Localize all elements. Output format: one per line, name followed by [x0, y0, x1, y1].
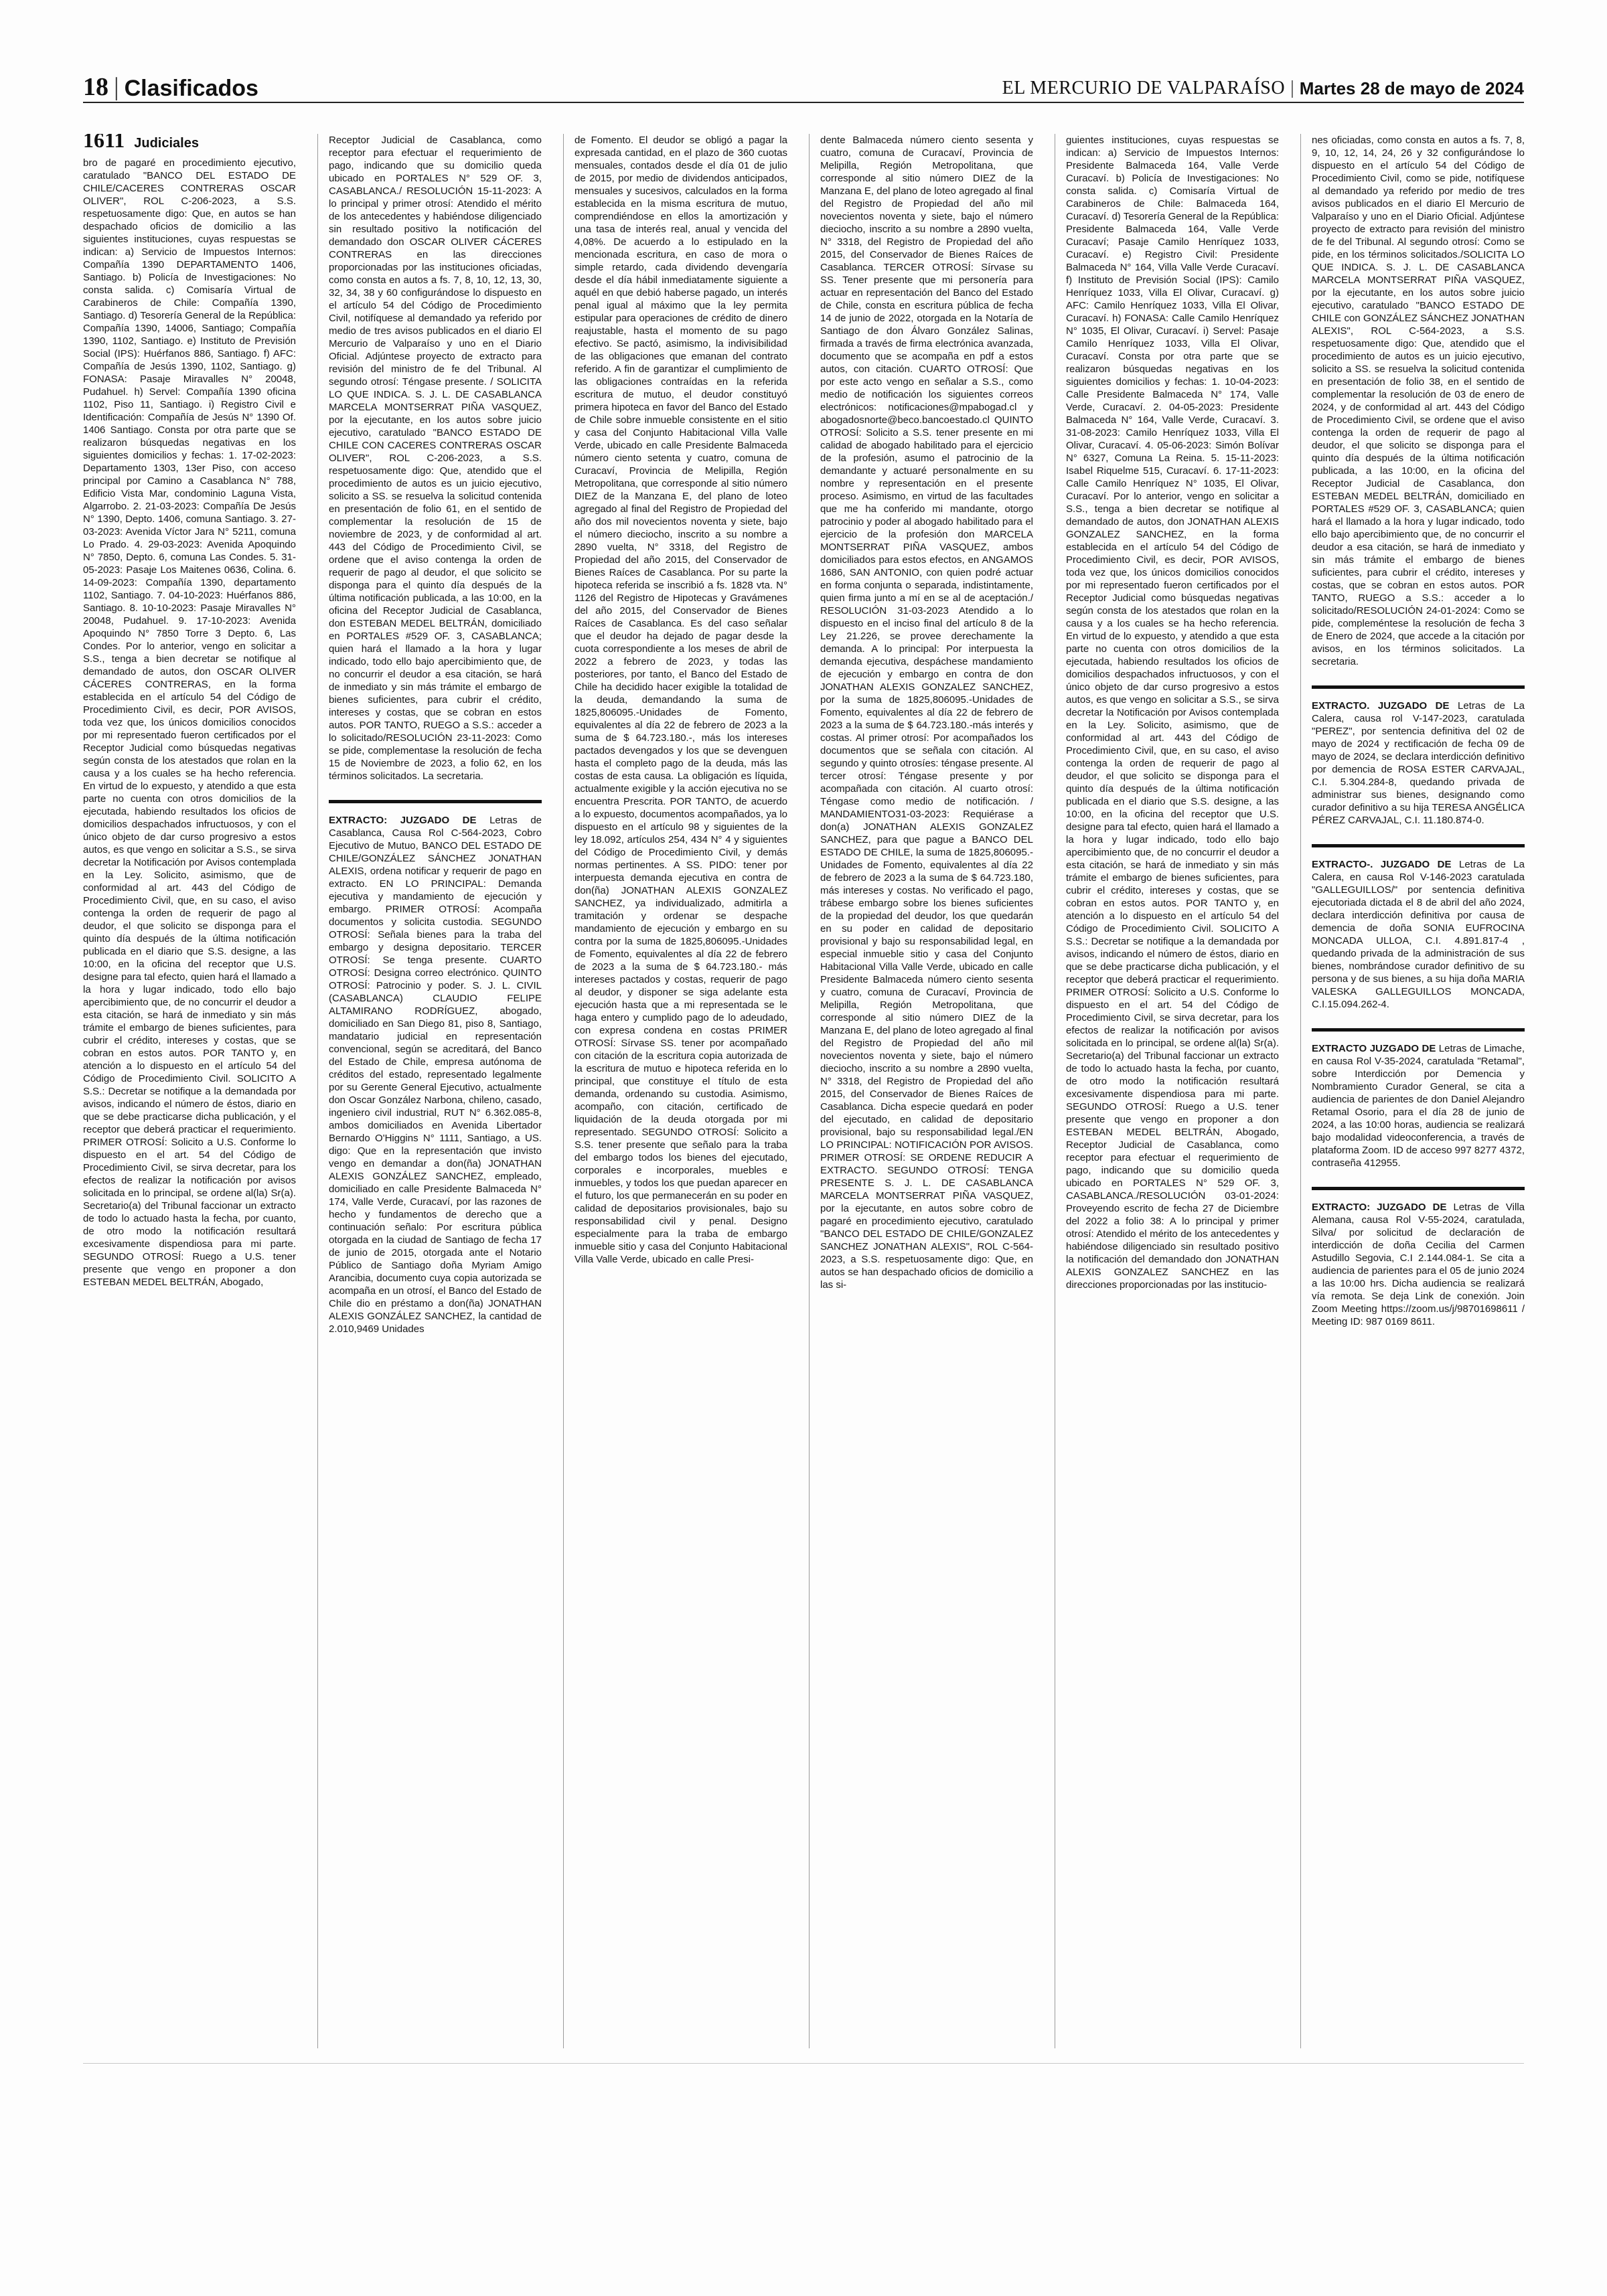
issue-date: Martes 28 de mayo de 2024: [1299, 78, 1524, 98]
column-1: [83, 134, 296, 2048]
legal-notice: [1312, 1187, 1525, 1328]
notice-text: Letras de Casablanca, Causa Rol C-564-2023, Cobro Ejecutivo de Mutuo, BANCO DEL ESTADO DE CHILE/GONZÁLEZ SÁNCHEZ JONATHAN ALEXIS, ordena notificar y requerir de pago en extracto. EN LO PRINCIPAL: Demanda ejecutiva y mandamiento de ejecución y embargo. PRIMER OTROSÍ: Acompaña documentos y solicita custodia. SEGUNDO OTROSÍ: Señala bienes para la traba del embargo y designa depositario. TERCER OTROSÍ: Se tenga presente. CUARTO OTROSÍ: Designa correo electrónico. QUINTO OTROSÍ: Patrocinio y poder. S. J. L. CIVIL (CASABLANCA) CLAUDIO FELIPE ALTAMIRANO RODRÍGUEZ, abogado, domiciliado en San Diego 81, piso 8, Santiago, mandatario judicial en representación convencional, según se acreditará, del Banco del Estado de Chile, empresa autónoma de créditos del estado, representado legalmente por su Gerente General Ejecutivo, actualmente don Oscar González Narbona, chileno, casado, ingeniero civil industrial, RUT N° 6.362.085-8, ambos domiciliados en Avenida Libertador Bernardo O'Higgins N° 1111, Santiago, a US. digo: Que en la representación que invisto vengo en demandar a don(ña) JONATHAN ALEXIS GONZÁLEZ SANCHEZ, empleado, domiciliado en calle Presidente Balmaceda N° 174, Valle Verde, Curacaví, por las razones de hecho y fundamentos de derecho que a continuación señalo: Por escritura pública otorgada en la ciudad de Santiago de fecha 17 de junio de 2015, otorgada ante el Notario Público de Santiago doña Myriam Amigo Arancibia, documento cuya copia autorizada se acompaña en un otrosí, el Banco del Estado de Chile dio en préstamo a don(ña) JONATHAN ALEXIS GONZÁLEZ SANCHEZ, la cantidad de 2.010,9469 Unidades: [329, 815, 542, 1335]
classified-label: Judiciales: [134, 136, 199, 151]
column-4: [820, 134, 1033, 2048]
header-masthead: [1002, 78, 1524, 102]
legal-notice-text: de Fomento. El deudor se obligó a pagar la expresada cantidad, en el plazo de 360 cuotas mensuales, contados desde el día 01 de julio de 2015, por medio de dividendos anticipados, mensuales y sucesivos, calculados en la forma establecida en la misma escritura de mutuo, comprendiéndose en ellos la amortización y una tasa de interés real, anual y vencida del 4,08%. De acuerdo a lo estipulado en la mencionada escritura, en caso de mora o simple retardo, cada dividendo devengaría desde el día hábil inmediatamente siguiente a aquél en que debió haberse pagado, un interés penal igual al máximo que la ley permita estipular para operaciones de crédito de dinero reajustable, hasta el momento de su pago efectivo. Se pactó, asimismo, la indivisibilidad de las obligaciones que emanan del contrato referido. A fin de garantizar el cumplimiento de las obligaciones contraídas en la referida escritura de mutuo, el deudor constituyó primera hipoteca en favor del Banco del Estado de Chile sobre inmueble consistente en el sitio y casa del Conjunto Habitacional Villa Valle Verde, ubicado en calle Presidente Balmaceda número ciento setenta y cuatro, comuna de Curacaví, Provincia de Melipilla, Región Metropolitana, que corresponde al sitio número DIEZ de la Manzana E, del plano de loteo agregado al final del Registro de Propiedad del año dos mil novecientos noventa y siete, bajo el número dieciocho, inscrito a su nombre a 2890 vuelta, N° 3318, del Registro de Propiedad del año 2015, del Conservador de Bienes Raíces de Casablanca. Por su parte la hipoteca referida se inscribió a fs. 1828 vta. N° 1126 del Registro de Hipotecas y Gravámenes del año 2015, del Conservador de Bienes Raíces de Casablanca. Es del caso señalar que el deudor ha dejado de pagar desde la cuota correspondiente a los meses de abril de 2022 a febrero de 2023, y todas las posteriores, por tanto, el Banco del Estado de Chile ha decidido hacer exigible la totalidad de la deuda, demandando la suma de 1825,806095.-Unidades de Fomento, equivalentes al día 22 de febrero de 2023 a la suma de $ 64.723.180.-, más los intereses pactados devengados y los que se devenguen hasta el completo pago de la deuda, más las costas de esta causa. La obligación es líquida, actualmente exigible y la acción ejecutiva no se encuentra Prescrita. POR TANTO, de acuerdo a lo expuesto, documentos acompañados, ya lo dispuesto en el artículo 98 y siguientes de la ley 18.092, artículos 254, 434 N° 4 y siguientes del Código de Procedimiento Civil, y demás normas pertinentes. A SS. PIDO: tener por interpuesta demanda ejecutiva en contra de don(ña) JONATHAN ALEXIS GONZALEZ SANCHEZ, ya individualizado, admitirla a tramitación y ordenar se despache mandamiento de ejecución y embargo en su contra por la suma de 1825,806095.-Unidades de Fomento, equivalentes al día 22 de febrero de 2023 a la suma de $ 64.723.180.- más intereses pactados y costas, requerir de pago al deudor, y disponer se siga adelante esta ejecución hasta que a mi representada se le haga entero y cumplido pago de lo adeudado, con expresa condena en costas PRIMER OTROSÍ: Sírvase SS. tener por acompañado con citación de la escritura copia autorizada de la escritura de mutuo e hipoteca referida en lo principal, que constituye el título de esta demanda, ordenando su custodia. Asimismo, acompaño, con citación, certificado de liquidación de la deuda otorgada por mi representado. SEGUNDO OTROSÍ: Solicito a S.S. tener presente que señalo para la traba del embargo todos los bienes del ejecutado, corporales e incorporales, muebles e inmuebles, y todos los que puedan aparecer en el futuro, los que permanecerán en su poder en calidad de depositarios provisionales, bajo su responsabilidad civil y penal. Designo especialmente para la traba de embargo inmueble sitio y casa del Conjunto Habitacional Villa Valle Verde, ubicado en calle Presi-: [575, 135, 787, 1265]
classifieds-columns: [83, 134, 1524, 2048]
page-header: [83, 64, 1524, 103]
bottom-rule: [83, 2063, 1524, 2064]
legal-notice-text: bro de pagaré en procedimiento ejecutivo, caratulado "BANCO DEL ESTADO DE CHILE/CACERES CONTRERAS OSCAR OLIVER", ROL C-206-2023, a S.S. respetuosamente digo: Que, en autos se han despachado oficios de domicilio a las siguientes instituciones, cuyas respuestas se indican: a) Servicio de Impuestos Internos: Compañía 1390 DEPARTAMENTO 1406, Santiago. b) Policía de Investigaciones: No consta salida. c) Comisaría Virtual de Carabineros de Chile: Compañía 1390, Santiago. d) Tesorería General de la República: Compañía 1390, 14006, Santiago; Compañía 1390, 1102, Santiago. e) Instituto de Previsión Social (IPS): Huérfanos 886, Santiago. f) AFC: Compañía de Jesús 1390, 1102, Santiago. g) FONASA: Pasaje Miravalles N° 20048, Pudahuel. h) Servel: Compañía 1390 oficina 1102, Piso 11, Santiago. i) Registro Civil e Identificación: Compañía de Jesús N° 1390 Of. 1406 Santiago. Consta por otra parte que se realizaron búsquedas negativas en los siguientes domicilios y fechas: 1. 17-02-2023: Departamento 1303, 13er Piso, con acceso principal por Camino a Casablanca N° 788, Edificio Vista Mar, condominio Laguna Vista, Algarrobo. 2. 21-03-2023: Compañía De Jesús N° 1390, Depto. 1406, comuna Santiago. 3. 27-03-2023: Avenida Víctor Jara N° 5211, comuna Lo Prado. 4. 29-03-2023: Avenida Apoquindo N° 7850, Depto. 6, comuna Las Condes. 5. 31-05-2023: Pasaje Los Maitenes 0636, Colina. 6. 14-09-2023: Compañía 1390, departamento 1102, Santiago. 7. 04-10-2023: Huérfanos 886, Santiago. 8. 10-10-2023: Pasaje Miravalles N° 20048, Pudahuel. 9. 17-10-2023: Avenida Apoquindo N° 7850 Torre 3 Depto. 6, Las Condes. Por lo anterior, vengo en solicitar a S.S., tenga a bien decretar se notifique al demandado de autos, don OSCAR OLIVER CÁCERES CONTRERAS, en la forma establecida en el artículo 54 del Código de Procedimiento Civil, es decir, POR AVISOS, toda vez que, los únicos domicilios conocidos por mi representado fueron certificados por el Receptor Judicial como búsquedas negativas según consta de los atestados que rolan en la causa y a los cuales se ha hecho referencia. En virtud de lo expuesto, y atendido a que esta parte no cuenta con otros domicilios de la ejecutada, habiendo resultados los oficios de domicilios despachados infructuosos, y con el único objeto de dar curso progresivo a estos autos, es que vengo en solicitar a S.S., se sirva decretar la Notificación por Avisos contemplada en la Ley. Solicito, asimismo, que de conformidad al art. 443 del Código de Procedimiento Civil, que, en su caso, el aviso contenga la orden de requerir de pago al deudor, el que solicito se disponga para el quinto día después de la última notificación publicada en el diario que S.S. designe, a las 10:00, en la oficina del receptor que U.S. designe para tal efecto, quien hará el llamado a la hora y lugar indicado, todo ello bajo apercibimiento que, de no concurrir el deudor a esta citación, se hará de inmediato y sin más trámite el embargo de bienes suficientes, para cubrir el crédito, intereses y costas, que se cobran en estos autos. POR TANTO y, en atención a lo dispuesto en el artículo 54 del Código de Procedimiento Civil. SOLICITO A S.S.: Decretar se notifique a la demandada por avisos, indicando el número de éstos, diario en que se debe practicarse dicha publicación, y el receptor que deberá practicar el requerimiento. PRIMER OTROSÍ: Solicito a U.S. Conforme lo dispuesto en el art. 54 del Código de Procedimiento Civil, se sirva decretar, para los efectos de realizar la notificación por avisos solicitada en lo principal, se ordene al(la) Sr(a). Secretario(a) del Tribunal faccionar un extracto de todo lo actuado hasta la fecha, por cuanto, de otro modo la notificación resultará excesivamente dispendiosa para mi parte. SEGUNDO OTROSÍ: Ruego a U.S. tener presente que vengo en proponer a don ESTEBAN MEDEL BELTRÁN, Abogado,: [83, 157, 296, 1288]
legal-notice: [1312, 1028, 1525, 1169]
notice-text: Letras de Villa Alemana, causa Rol V-55-2024, caratulada, Silva/ por solicitud de declaración de interdicción de doña Cecilia del Carmen Astudillo Segovia, C.I 2.144.084-1. Se cita a audiencia de parientes para el 05 de junio 2024 a las 10:00 hrs. Dicha audiencia se realizará vía remota. Se deja Link de conexión. Join Zoom Meeting https://zoom.us/j/98701698611 / Meeting ID: 987 0169 8611.: [1312, 1202, 1525, 1327]
notice-lead: EXTRACTO: JUZGADO DE: [1312, 1202, 1447, 1213]
legal-notice: [329, 800, 542, 1335]
column-2: [329, 134, 542, 2048]
column-5: [1066, 134, 1279, 2048]
notice-text: Letras de La Calera, en causa Rol V-146-2023 caratulada "GALLEGUILLOS/" por sentencia definitiva ejecutoriada dictada el 8 de abril del año 2024, declara interdicción definitiva por causa de demencia de doña SONIA EUFROCINA MONCADA ULLOA, C.I. 4.891.817-4 , quedando privada de la administración de sus bienes, nombrándose curador definitivo de su persona y de sus bienes, a su hija doña MARIA VALESKA GALLEGUILLOS MONCADA, C.I.15.094.262-4.: [1312, 859, 1525, 1010]
column-rule: [563, 134, 564, 2048]
notice-text: Letras de La Calera, causa rol V-147-2023, caratulada "PEREZ", por sentencia definitiva del 02 de mayo de 2024 y rectificación de fecha 09 de mayo de 2024, se declara interdicción definitivo por demencia de ROSA ESTER CARVAJAL, C.I. 5.304.284-8, quedando privada de administrar sus bienes, designando como curador definitivo a su hija TERESA ANGÉLICA PÉREZ CARVAJAL, C.I. 11.180.874-0.: [1312, 700, 1525, 826]
legal-notice-text: guientes instituciones, cuyas respuestas se indican: a) Servicio de Impuestos Internos: Presidente Balmaceda 164, Valle Verde Curacaví. b) Policía de Investigaciones: No consta salida. c) Comisaría Virtual de Carabineros de Chile: Balmaceda 164, Curacaví. d) Tesorería General de la República: Presidente Balmaceda 164, Valle Verde Curacaví; Pasaje Camilo Henríquez 1033, Curacaví. e) Registro Civil: Presidente Balmaceda N° 164, Villa Valle Verde Curacaví. f) Instituto de Previsión Social (IPS): Camilo Henríquez 1033, Villa El Olivar, Curacaví. g) AFC: Camilo Henríquez 1033, Villa El Olivar, Curacaví. h) FONASA: Calle Camilo Henríquez N° 1035, El Olivar, Curacaví. i) Servel: Pasaje Camilo Henríquez 1033, Villa El Olivar, Curacaví. Consta por otra parte que se realizaron búsquedas negativas en los siguientes domicilios y fechas: 1. 10-04-2023: Calle Presidente Balmaceda N° 174, Valle Verde, Curacaví. 2. 04-05-2023: Presidente Balmaceda N° 164, Valle Verde, Curacaví. 3. 31-08-2023: Camilo Henríquez 1033, Villa El Olivar, Curacaví. 4. 05-06-2023: Simón Bolívar N° 6327, Comuna La Reina. 5. 15-11-2023: Isabel Riquelme 515, Curacaví. 6. 17-11-2023: Calle Camilo Henríquez N° 1035, El Olivar, Curacaví. Por lo anterior, vengo en solicitar a S.S., tenga a bien decretar se notifique al demandado de autos, don JONATHAN ALEXIS GONZALEZ SANCHEZ, en la forma establecida en el artículo 54 del Código de Procedimiento Civil, es decir, POR AVISOS, toda vez que, los únicos domicilios conocidos por mi representado fueron certificados por el Receptor Judicial como búsquedas negativas según consta de los atestados que rolan en la causa y a los cuales se ha hecho referencia. En virtud de lo expuesto, y atendido a que esta parte no cuenta con otros domicilios de la ejecutada, habiendo resultados los oficios de domicilios despachados infructuosos, y con el único objeto de dar curso progresivo a estos autos, es que vengo en solicitar a S.S., se sirva decretar la Notificación por Avisos contemplada en la Ley. Solicito, asimismo, que de conformidad al art. 443 del Código de Procedimiento Civil, que, en su caso, el aviso contenga la orden de requerir de pago al deudor, el que solicito se disponga para el quinto día después de la última notificación publicada en el diario que S.S. designe, a las 10:00, en la oficina del receptor que U.S. designe para tal efecto, quien hará el llamado a la hora y lugar indicado, todo ello bajo apercibimiento que, de no concurrir el deudor a esta citación, se hará de inmediato y sin más trámite el embargo de bienes suficientes, para cubrir el crédito, intereses y costas, que se cobran en estos autos. POR TANTO y, en atención a lo dispuesto en el artículo 54 del Código de Procedimiento Civil. SOLICITO A S.S.: Decretar se notifique a la demandada por avisos, indicando el número de éstos, diario en que se debe practicarse dicha publicación, y el receptor que deberá practicar el requerimiento. PRIMER OTROSÍ: Solicito a U.S. Conforme lo dispuesto en el art. 54 del Código de Procedimiento Civil, se sirva decretar, para los efectos de realizar la notificación por avisos solicitada en lo principal, se ordene al(la) Sr(a). Secretario(a) del Tribunal faccionar un extracto de todo lo actuado hasta la fecha, por cuanto, de otro modo la notificación resultará excesivamente dispendiosa para mi parte. SEGUNDO OTROSÍ: Ruego a U.S. tener presente que vengo en proponer a don ESTEBAN MEDEL BELTRÁN, Abogado, Receptor Judicial de Casablanca, como receptor para efectuar el requerimiento de pago, indicando que su domicilio queda ubicado en PORTALES N° 529 OF. 3, CASABLANCA./RESOLUCIÓN 03-01-2024: Proveyendo escrito de fecha 27 de Diciembre del 2022 a folio 38: A lo principal y primer otrosí: Atendido el mérito de los antecedentes y habiéndose diligenciado sin resultado positivo la notificación del demandado don JONATHAN ALEXIS GONZALEZ SANCHEZ en las direcciones proporcionadas por las institucio-: [1066, 135, 1279, 1291]
notice-text: Letras de Limache, en causa Rol V-35-2024, caratulada "Retamal", sobre Interdicción por Demencia y Nombramiento Curador General, se cita a audiencia de parientes de don Daniel Alejandro Retamal Osorio, para el día 28 de junio de 2024, a las 10:00 horas, audiencia se realizará bajo modalidad videoconferencia, a través de plataforma Zoom. ID de acceso 997 8277 4372, contraseña 412955.: [1312, 1043, 1525, 1169]
page-number: 18: [83, 73, 108, 101]
column-rule: [809, 134, 810, 2048]
legal-notice: [1312, 844, 1525, 1011]
classified-code: 1611: [83, 134, 125, 152]
notice-lead: EXTRACTO: JUZGADO DE: [329, 815, 477, 826]
notice-lead: EXTRACTO. JUZGADO DE: [1312, 700, 1450, 712]
legal-notice: [1312, 685, 1525, 827]
column-3: [575, 134, 787, 2048]
legal-notice-text: Receptor Judicial de Casablanca, como receptor para efectuar el requerimiento de pago, indicando que su domicilio queda ubicado en PORTALES N° 529 OF. 3, CASABLANCA./ RESOLUCIÓN 15-11-2023: A lo principal y primer otrosí: Atendido el mérito de los antecedentes y habiéndose diligenciado sin resultado positivo la notificación del demandado don OSCAR OLIVER CÁCERES CONTRERAS en las direcciones proporcionadas por las instituciones oficiadas, como consta en autos a fs. 7, 8, 10, 12, 13, 30, 32, 34, 38 y 60 configurándose lo dispuesto en el artículo 54 del Código de Procedimiento Civil, notifíquese al demandado ya referido por medio de tres avisos publicados en el diario El Mercurio de Valparaíso y uno en el Diario Oficial. Adjúntese proyecto de extracto para revisión del ministro de fe del Tribunal. Al segundo otrosí: Téngase presente. / SOLICITA LO QUE INDICA. S. J. L. DE CASABLANCA MARCELA MONTSERRAT PIÑA VASQUEZ, por la ejecutante, en los autos sobre juicio ejecutivo, caratulado "BANCO ESTADO DE CHILE CON CACERES CONTRERAS OSCAR OLIVER", ROL C-206-2023, a S.S. respetuosamente digo: Que, atendido que el procedimiento de autos es un juicio ejecutivo, solicito a SS. se resuelva la solicitud contenida en presentación de folio 61, en el sentido de complementar la resolución de 15 de noviembre de 2023, y de conformidad al art. 443 del Código de Procedimiento Civil, se ordene que el aviso contenga la orden de requerir de pago al deudor, el que solicito se disponga para el quinto día después de la última notificación publicada, a las 10:00, en la oficina del Receptor Judicial de Casablanca, don ESTEBAN MEDEL BELTRÁN, domiciliado en PORTALES #529 OF. 3, CASABLANCA; quien hará el llamado a la hora y lugar indicado, todo ello bajo apercibimiento que, de no concurrir el deudor a esa citación, se hará de inmediato y sin más trámite el embargo de bienes suficientes, para cubrir el crédito, intereses y costas, que se cobran en estos autos. POR TANTO, RUEGO a S.S.: acceder a lo solicitado/RESOLUCIÓN 23-11-2023: Como se pide, complementase la resolución de fecha 15 de Noviembre de 2023, a folio 62, en los términos solicitados. La secretaria.: [329, 135, 542, 782]
notice-lead: EXTRACTO JUZGADO DE: [1312, 1043, 1436, 1054]
header-divider: |: [114, 73, 119, 101]
column-rule: [317, 134, 318, 2048]
section-heading: [83, 134, 296, 150]
notice-lead: EXTRACTO-. JUZGADO DE: [1312, 859, 1452, 870]
legal-notice-text: nes oficiadas, como consta en autos a fs. 7, 8, 9, 10, 12, 14, 24, 26 y 32 configurándose lo dispuesto en el artículo 54 del Código de Procedimiento Civil, como se pide, notifíquese al demandado ya referido por medio de tres avisos publicados en el diario El Mercurio de Valparaíso y uno en el Diario Oficial. Adjúntese proyecto de extracto para revisión del ministro de fe del Tribunal. Al segundo otrosí: Como se pide, en los términos solicitados./SOLICITA LO QUE INDICA. S. J. L. DE CASABLANCA MARCELA MONTSERRAT PIÑA VASQUEZ, por la ejecutante, en los autos sobre juicio ejecutivo, caratulado "BANCO ESTADO DE CHILE con GONZÁLEZ SÁNCHEZ JONATHAN ALEXIS", ROL C-564-2023, a S.S. respetuosamente digo: Que, atendido que el procedimiento de autos es un juicio ejecutivo, solicito a SS. se resuelva la solicitud contenida en presentación de folio 38, en el sentido de complementar la resolución de 03 de enero de 2024, y de conformidad al art. 443 del Código de Procedimiento Civil, se ordene que el aviso contenga la orden de requerir de pago al deudor, el que solicito se disponga para el quinto día después de la última notificación publicada, a las 10:00, en la oficina del Receptor Judicial de Casablanca, don ESTEBAN MEDEL BELTRÁN, domiciliado en PORTALES #529 OF. 3, CASABLANCA; quien hará el llamado a la hora y lugar indicado, todo ello bajo apercibimiento que, de no concurrir el deudor a esa citación, se hará de inmediato y sin más trámite el embargo de bienes suficientes, para cubrir el crédito, intereses y costas, que se cobran en estos autos. POR TANTO, RUEGO a S.S.: acceder a lo solicitado/RESOLUCIÓN 24-01-2024: Como se pide, compleméntese la resolución de fecha 3 de Enero de 2024, que accede a la citación por avisos, en los términos solicitados. La secretaria.: [1312, 135, 1525, 667]
newspaper-name: EL MERCURIO DE VALPARAÍSO: [1002, 78, 1286, 98]
section-title: Clasificados: [124, 76, 258, 101]
column-6: [1312, 134, 1525, 2048]
legal-notice-text: dente Balmaceda número ciento sesenta y cuatro, comuna de Curacaví, Provincia de Melipilla, Región Metropolitana, que corresponde al sitio número DIEZ de la Manzana E, del plano de loteo agregado al final del Registro de Propiedad del año mil novecientos noventa y siete, bajo el número dieciocho, inscrito a su nombre a 2890 vuelta, N° 3318, del Registro de Propiedad del año 2015, del Conservador de Bienes Raíces de Casablanca. TERCER OTROSÍ: Sírvase su SS. Tener presente que mi personería para actuar en representación del Banco del Estado de Chile, consta en escritura pública de fecha 14 de junio de 2022, otorgada en la Notaría de Santiago de don Álvaro González Salinas, firmada a través de firma electrónica avanzada, documento que se acompaña en pdf a estos autos, con citación. CUARTO OTROSÍ: Que por este acto vengo en señalar a S.S., como medio de notificación los siguientes correos electrónicos: notificaciones@mpabogad.cl y abogadosnorte@beco.bancoestado.cl QUINTO OTROSÍ: Solicito a S.S. tener presente en mi calidad de abogado habilitado para el ejercicio de la profesión, asumo el patrocinio de la demandante y actuaré personalmente en su nombre y representación en el presente proceso. Asimismo, en virtud de las facultades que me ha conferido mi mandante, otorgo patrocinio y poder al abogado habilitado para el ejercicio de la profesión don MARCELA MONTSERRAT PIÑA VASQUEZ, ambos domiciliados para estos efectos, en ANGAMOS 1686, SAN ANTONIO, con quien podré actuar en forma conjunta o separada, indistintamente, quien firma junto a mí en se al de aceptación./ RESOLUCIÓN 31-03-2023 Atendido a lo dispuesto en el inciso final del artículo 8 de la Ley 21.226, se provee derechamente la demanda. A lo principal: Por interpuesta la demanda ejecutiva, despáchese mandamiento de ejecución y embargo en contra de don JONATHAN ALEXIS GONZALEZ SANCHEZ, por la suma de 1825,806095.-Unidades de Fomento, equivalentes al día 22 de febrero de 2023 a la suma de $ 64.723.180.-más interés y costas. Al primer otrosí: Por acompañados los documentos que se señala con citación. Al segundo y quinto otrosíes: téngase presente. Al tercer otrosí: Téngase presente y por acompañada con citación. Al cuarto otrosí: Téngase como medio de notificación. / MANDAMIENTO31-03-2023: Requiérase a don(a) JONATHAN ALEXIS GONZALEZ SANCHEZ, para que pague a BANCO DEL ESTADO DE CHILE, la suma de 1825,806095.-Unidades de Fomento, equivalentes al día 22 de febrero de 2023 a la suma de $ 64.723.180, más intereses y costas. No verificado el pago, trábese embargo sobre los bienes suficientes de la propiedad del deudor, los que quedarán en su poder en calidad de depositario provisional y bajo su responsabilidad legal, en especial inmueble sitio y casa del Conjunto Habitacional Villa Valle Verde, ubicado en calle Presidente Balmaceda número ciento sesenta y cuatro, comuna de Curacaví, Provincia de Melipilla, Región Metropolitana, que corresponde al sitio número DIEZ de la Manzana E, del plano de loteo agregado al final del Registro de Propiedad del año mil novecientos noventa y siete, bajo el número dieciocho, inscrito a su nombre a 2890 vuelta, N° 3318, del Registro de Propiedad del año 2015, del Conservador de Bienes Raíces de Casablanca. Dicha especie quedará en poder del ejecutado, en calidad de depositario provisional, bajo su responsabilidad legal./EN LO PRINCIPAL: NOTIFICACIÓN POR AVISOS. PRIMER OTROSÍ: SE ORDENE REDUCIR A EXTRACTO. SEGUNDO OTROSÍ: TENGA PRESENTE S. J. L. DE CASABLANCA MARCELA MONTSERRAT PIÑA VASQUEZ, por la ejecutante, en autos sobre cobro de pagaré en procedimiento ejecutivo, caratulado "BANCO DEL ESTADO DE CHILE/GONZALEZ SANCHEZ JONATHAN ALEXIS", ROL C-564-2023, a S.S. respetuosamente digo: Que, en autos se han despachado oficios de domicilio a las si-: [820, 135, 1033, 1291]
column-rule: [1300, 134, 1301, 2048]
masthead-divider: |: [1290, 78, 1294, 98]
